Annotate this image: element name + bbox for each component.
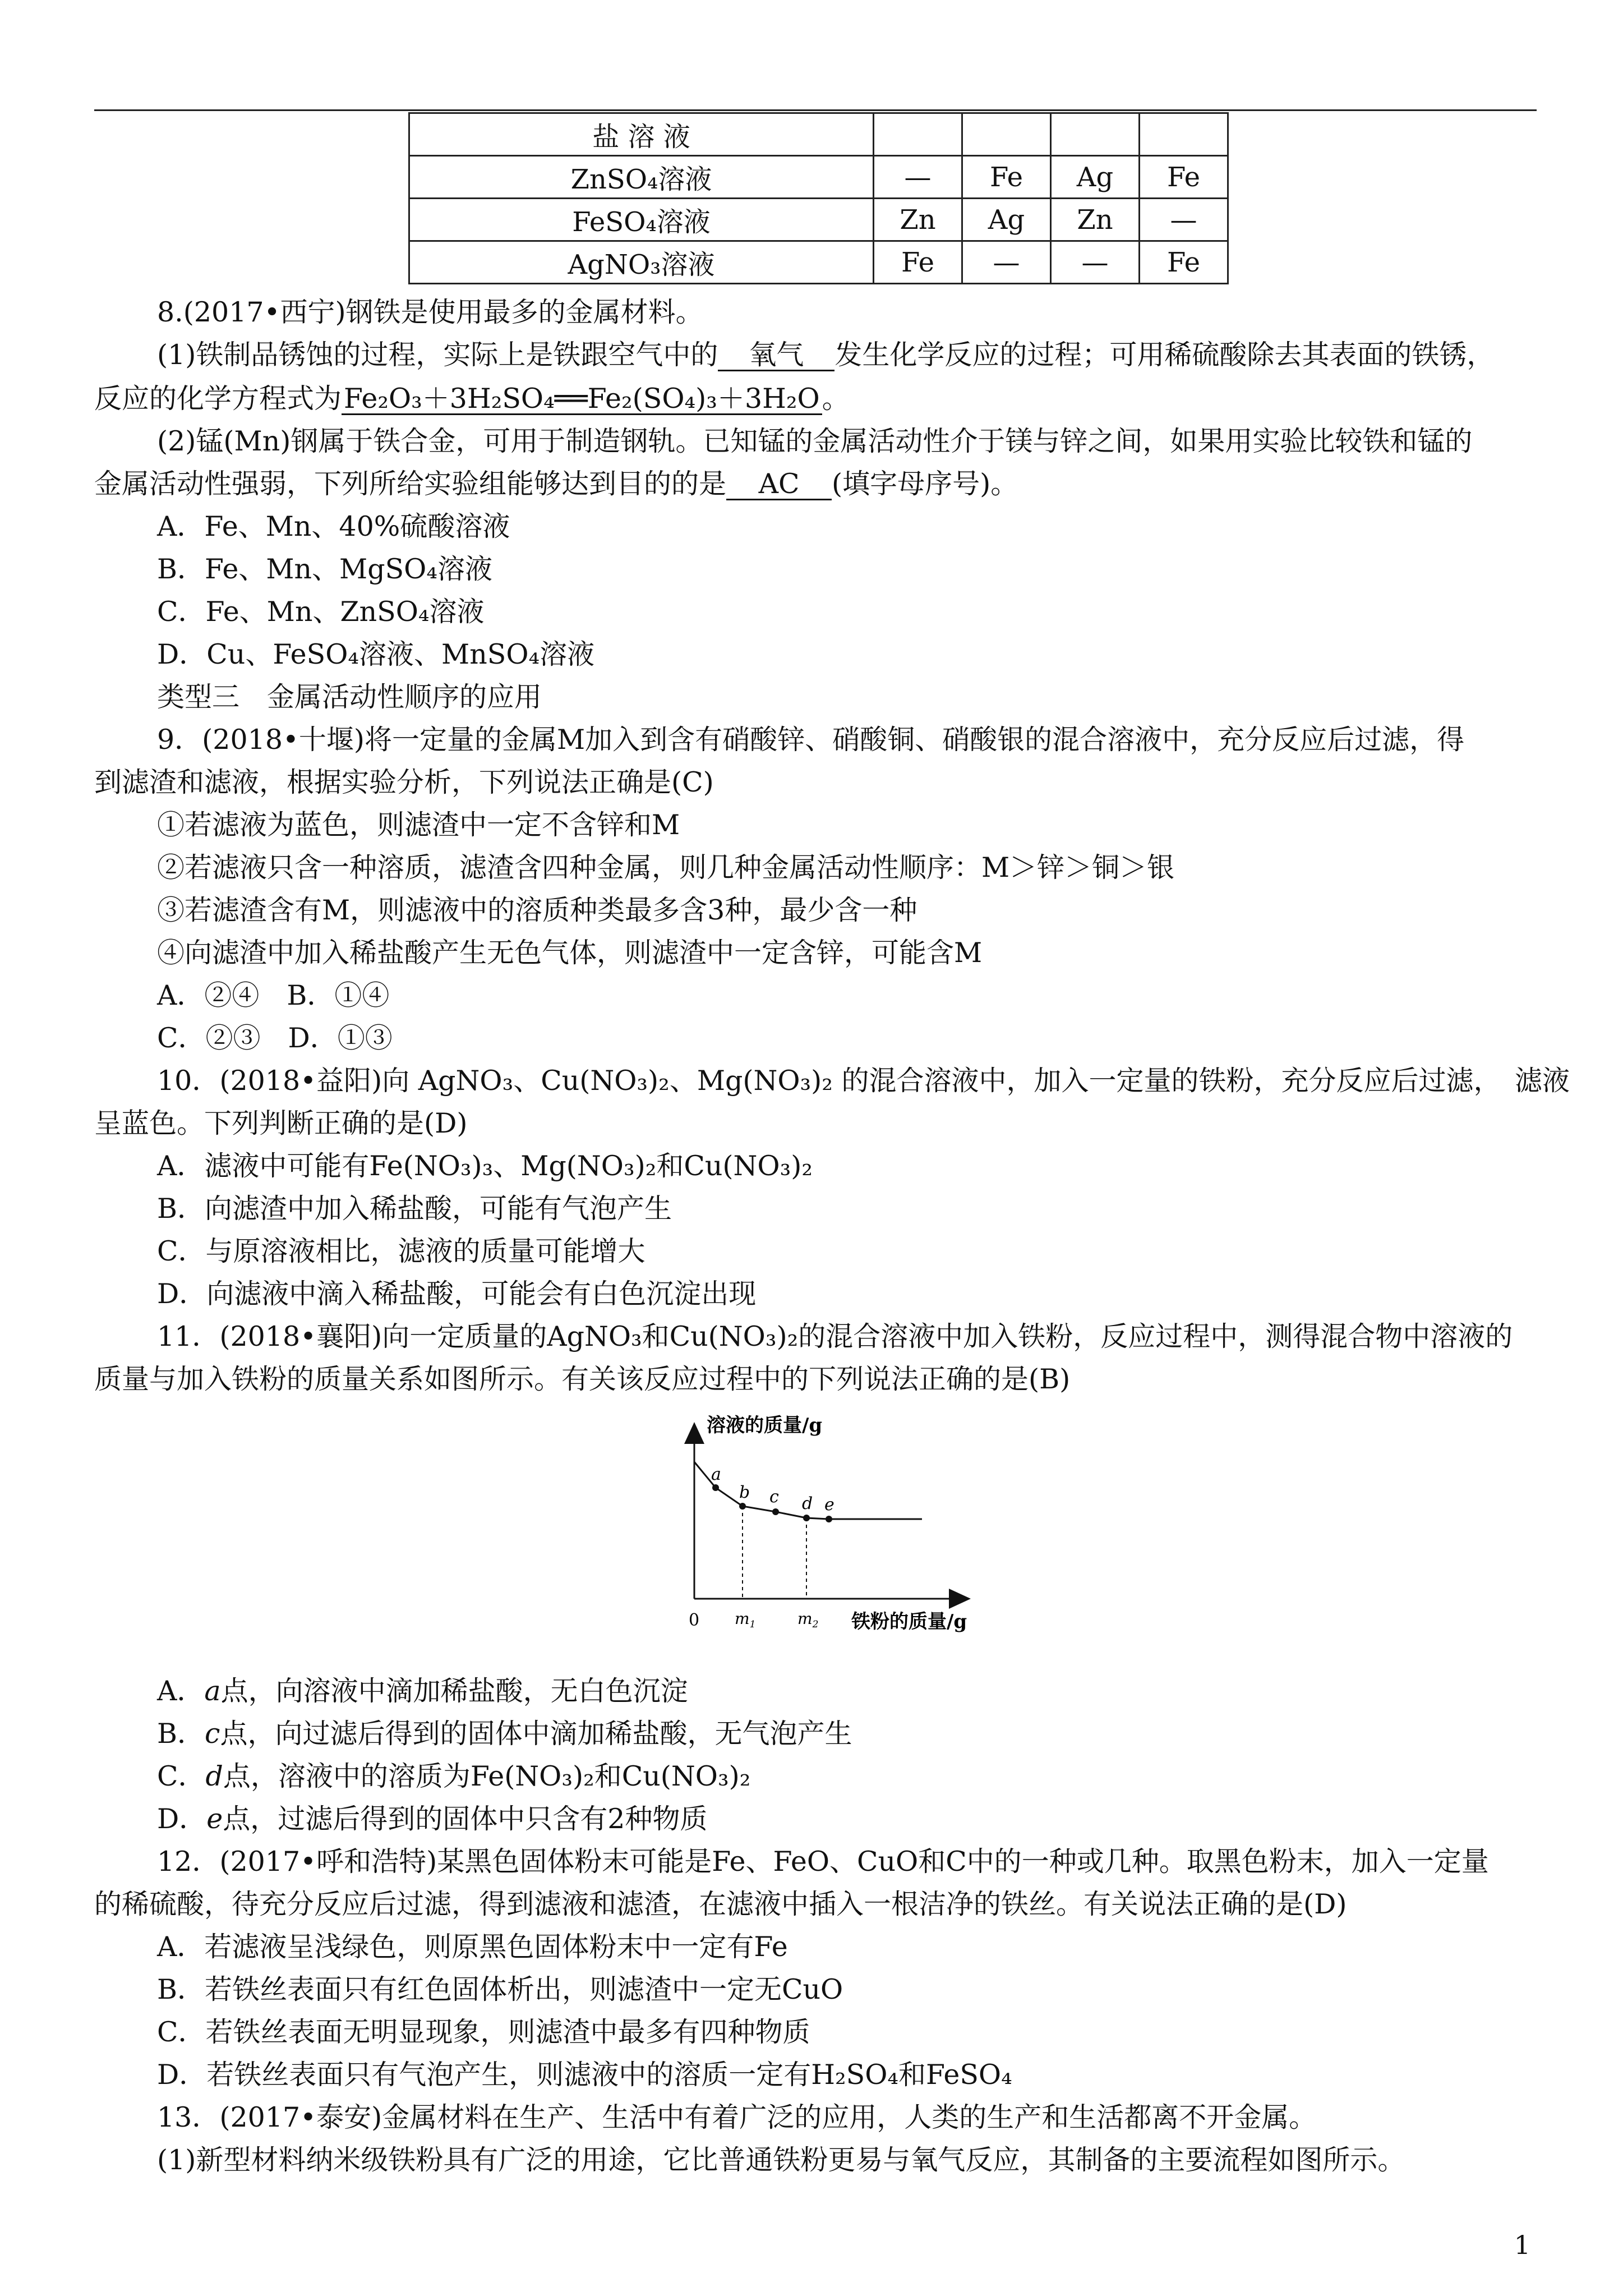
table-cell: Ag xyxy=(1051,156,1140,199)
salt-solution-table xyxy=(408,112,1229,284)
q9-stem-line2: 到滤渣和滤液，根据实验分析，下列说法正确是(C) xyxy=(94,766,714,798)
q9-options-cd: C．②③ D．①③ xyxy=(157,1022,393,1054)
q8-part1-line1: (1)铁制品锈蚀的过程，实际上是铁跟空气中的 氧气 发生化学反应的过程；可用稀硫酸除去其表面的铁锈， xyxy=(157,339,1495,371)
label-b: b xyxy=(739,1483,750,1502)
label-c: c xyxy=(769,1487,779,1507)
origin-label: 0 xyxy=(689,1611,700,1630)
q8-option-c: C．Fe、Mn、ZnSO₄溶液 xyxy=(157,596,485,628)
section-heading: 类型三 金属活动性顺序的应用 xyxy=(157,681,542,713)
q12-stem-line2: 的稀硫酸，待充分反应后过滤，得到滤液和滤渣，在滤液中插入一根洁净的铁丝。有关说法正确的是(D) xyxy=(94,1888,1347,1920)
q10-option-a: A．滤液中可能有Fe(NO₃)₃、Mg(NO₃)₂和Cu(NO₃)₂ xyxy=(157,1150,813,1182)
q13-stem: 13．(2017•泰安)金属材料在生产、生活中有着广泛的应用，人类的生产和生活都离不开金属。 xyxy=(157,2101,1317,2133)
row-name: AgNO₃溶液 xyxy=(409,241,874,284)
table-cell: Fe xyxy=(874,241,962,284)
m1-label: $m_1$ xyxy=(735,1609,756,1630)
table-cell: — xyxy=(962,241,1051,284)
table-cell: Fe xyxy=(1140,241,1228,284)
q10-option-c: C．与原溶液相比，滤液的质量可能增大 xyxy=(157,1235,645,1267)
q8-part1-line2: 反应的化学方程式为Fe₂O₃＋3H₂SO₄══Fe₂(SO₄)₃＋3H₂O。 xyxy=(94,383,850,415)
q12-stem-line1: 12．(2017•呼和浩特)某黑色固体粉末可能是Fe、FeO、CuO和C中的一种或几种。取黑色粉末，加入一定量 xyxy=(157,1846,1489,1878)
q12-option-b: B．若铁丝表面只有红色固体析出，则滤渣中一定无CuO xyxy=(157,1973,843,2005)
q9-item-3: ③若滤渣含有M，则滤液中的溶质种类最多含3种，最少含一种 xyxy=(157,894,917,926)
q10-stem-line2: 呈蓝色。下列判断正确的是(D) xyxy=(94,1107,468,1139)
table-cell: — xyxy=(874,156,962,199)
table-row xyxy=(409,199,1228,241)
y-axis-label: 溶液的质量/g xyxy=(707,1414,823,1437)
table-cell: Zn xyxy=(874,199,962,241)
q12-option-c: C．若铁丝表面无明显现象，则滤渣中最多有四种物质 xyxy=(157,2016,810,2048)
point-e xyxy=(826,1516,832,1522)
q10-option-b: B．向滤渣中加入稀盐酸，可能有气泡产生 xyxy=(157,1193,672,1225)
table-row xyxy=(409,156,1228,199)
table-cell: Zn xyxy=(1051,199,1140,241)
q11-stem-line1: 11．(2018•襄阳)向一定质量的AgNO₃和Cu(NO₃)₂的混合溶液中加入铁粉，反应过程中，测得混合物中溶液的 xyxy=(157,1320,1513,1352)
q8-answer-blank: AC xyxy=(726,470,832,500)
q8-option-a: A．Fe、Mn、40%硫酸溶液 xyxy=(157,510,510,542)
q9-options-ab: A．②④ B．①④ xyxy=(157,979,390,1011)
q11-option-b: B．c点，向过滤后得到的固体中滴加稀盐酸，无气泡产生 xyxy=(157,1718,852,1750)
page-number: 1 xyxy=(1514,2230,1530,2260)
q8-part2-line2: 金属活动性强弱，下列所给实验组能够达到目的的是 AC (填字母序号)。 xyxy=(94,468,1018,500)
q12-option-d: D．若铁丝表面只有气泡产生，则滤液中的溶质一定有H₂SO₄和FeSO₄ xyxy=(157,2059,1012,2091)
q13-part1: (1)新型材料纳米级铁粉具有广泛的用途，它比普通铁粉更易与氧气反应，其制备的主要流程如图所示。 xyxy=(157,2144,1405,2176)
solution-mass-graph xyxy=(666,1414,980,1638)
point-b xyxy=(739,1503,746,1510)
row-name: FeSO₄溶液 xyxy=(409,199,874,241)
table-row xyxy=(409,241,1228,284)
table-cell: — xyxy=(1140,199,1228,241)
table-cell: — xyxy=(1051,241,1140,284)
table-cell: Fe xyxy=(962,156,1051,199)
q11-option-c: C．d点，溶液中的溶质为Fe(NO₃)₂和Cu(NO₃)₂ xyxy=(157,1760,751,1792)
point-c xyxy=(772,1508,779,1515)
q9-stem-line1: 9．(2018•十堰)将一定量的金属M加入到含有硝酸锌、硝酸铜、硝酸银的混合溶液中，充分反应后过滤，得 xyxy=(157,724,1465,756)
q11-option-d: D．e点，过滤后得到的固体中只含有2种物质 xyxy=(157,1803,708,1835)
point-a xyxy=(712,1484,719,1491)
table-cell: Fe xyxy=(1140,156,1228,199)
q9-item-4: ④向滤渣中加入稀盐酸产生无色气体，则滤渣中一定含锌，可能含M xyxy=(157,937,983,969)
q8-stem: 8.(2017•西宁)钢铁是使用最多的金属材料。 xyxy=(157,296,703,328)
q8-part2-line1: (2)锰(Mn)钢属于铁合金，可用于制造钢轨。已知锰的金属活动性介于镁与锌之间，如果用实验比较铁和锰的 xyxy=(157,425,1473,457)
label-d: d xyxy=(802,1494,813,1513)
q8-option-d: D．Cu、FeSO₄溶液、MnSO₄溶液 xyxy=(157,638,595,670)
x-axis-label: 铁粉的质量/g xyxy=(851,1611,967,1633)
q11-option-a: A．a点，向溶液中滴加稀盐酸，无白色沉淀 xyxy=(157,1675,688,1707)
m2-label: $m_2$ xyxy=(797,1609,819,1630)
q8-answer-blank: 氧气 xyxy=(718,341,834,371)
row-name: ZnSO₄溶液 xyxy=(409,156,874,199)
q9-item-1: ①若滤液为蓝色，则滤渣中一定不含锌和M xyxy=(157,809,680,841)
q8-equation-blank: Fe₂O₃＋3H₂SO₄══Fe₂(SO₄)₃＋3H₂O xyxy=(342,385,822,415)
q12-option-a: A．若滤液呈浅绿色，则原黑色固体粉末中一定有Fe xyxy=(157,1931,788,1963)
table-cell: Ag xyxy=(962,199,1051,241)
point-d xyxy=(803,1515,810,1521)
table-row xyxy=(409,113,1228,156)
q9-item-2: ②若滤液只含一种溶质，滤渣含四种金属，则几种金属活动性顺序：M＞锌＞铜＞银 xyxy=(157,852,1175,884)
label-e: e xyxy=(824,1495,834,1515)
header-rule xyxy=(94,109,1537,111)
q8-option-b: B．Fe、Mn、MgSO₄溶液 xyxy=(157,553,492,585)
q10-stem-line1: 10．(2018•益阳)向 AgNO₃、Cu(NO₃)₂、Mg(NO₃)₂ 的混合溶液中，加入一定量的铁粉，充分反应后过滤， 滤液 xyxy=(157,1065,1570,1097)
q11-stem-line2: 质量与加入铁粉的质量关系如图所示。有关该反应过程中的下列说法正确的是(B) xyxy=(94,1363,1071,1395)
q10-option-d: D．向滤液中滴入稀盐酸，可能会有白色沉淀出现 xyxy=(157,1278,757,1310)
label-a: a xyxy=(711,1465,721,1484)
table-header: 盐 溶 液 xyxy=(409,113,874,156)
